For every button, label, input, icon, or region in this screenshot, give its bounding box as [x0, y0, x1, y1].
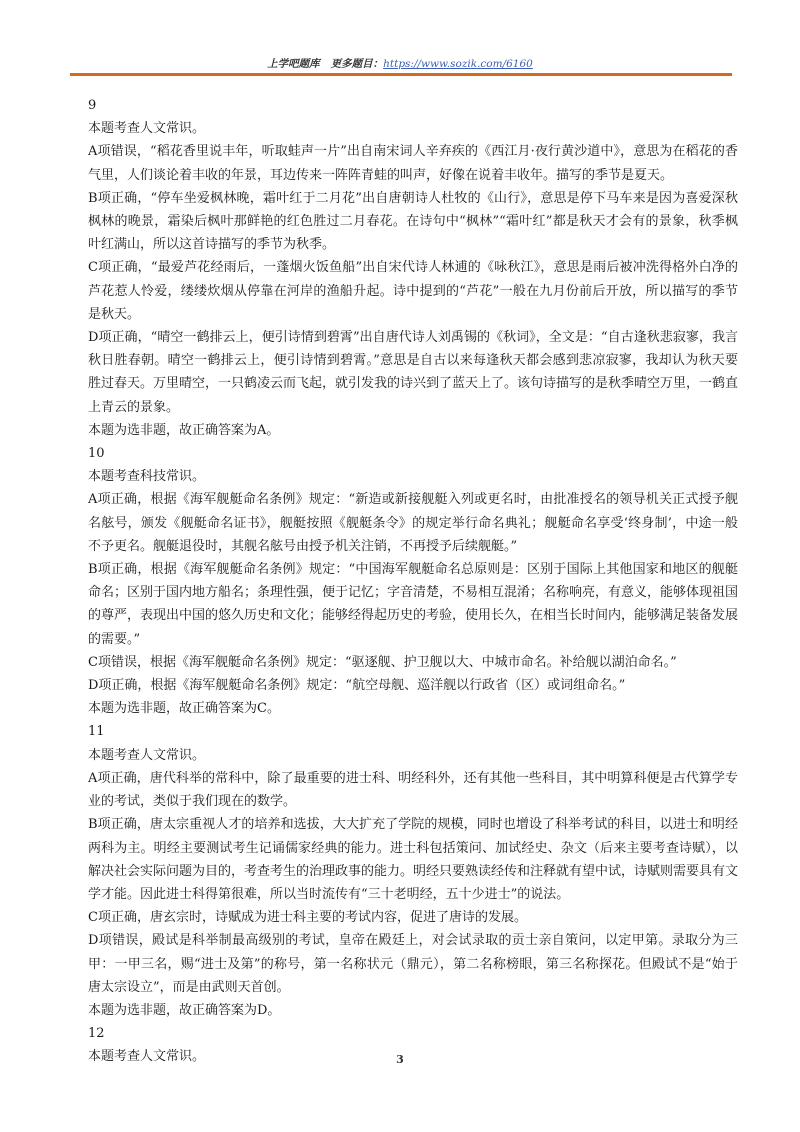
- paragraph: C项正确，唐玄宗时，诗赋成为进士科主要的考试内容，促进了唐诗的发展。: [88, 910, 527, 926]
- header-more-label: 更多题目：: [330, 58, 384, 70]
- paragraph: 本题为选非题，故正确答案为D。: [88, 1002, 281, 1018]
- paragraph: D项错误，殿试是科举制最高级别的考试，皇帝在殿廷上，对会试录取的贡士亲自策问，以定甲第。录取分为三甲：一甲三名，赐“进士及第”的称号，第一名称状元（鼎元），第二名称榜眼，第三名称探花。但殿试不是“始于唐太宗设立”，而是由武则天首创。: [88, 933, 738, 995]
- paragraph: C项错误，根据《海军舰艇命名条例》规定：“驱逐舰、护卫舰以大、中城市命名。补给舰以湖泊命名。”: [88, 654, 677, 670]
- paragraph: 本题为选非题，故正确答案为C。: [88, 701, 280, 717]
- page-number: 3: [396, 1053, 404, 1066]
- paragraph: 本题考查人文常识。: [88, 121, 206, 137]
- paragraph: D项正确，“晴空一鹤排云上，便引诗情到碧霄”出自唐代诗人刘禹锡的《秋词》，全文是：“自古逢秋悲寂寥，我言秋日胜春朝。晴空一鹤排云上，便引诗情到碧霄。”意思是自古以来每逢秋天都会感到悲凉寂寥，我却认为秋天要胜过春天。万里晴空，一只鹤凌云而飞起，就引发我的诗兴到了蓝天上了。该句诗描写的是秋季晴空万里，一鹤直上青云的景象。: [88, 330, 739, 415]
- paragraph: B项正确，根据《海军舰艇命名条例》规定：“中国海军舰艇命名总原则是：区别于国际上其他国家和地区的舰艇命名；区别于国内地方船名；条理性强，便于记忆；字音清楚，不易相互混淆；名称响亮，有意义，能够体现祖国的尊严，表现出中国的悠久历史和文化；能够经得起历史的考验，使用长久，在相当长时间内，能够满足装备发展的需要。”: [88, 562, 739, 647]
- paragraph: B项正确，“停车坐爱枫林晚，霜叶红于二月花”出自唐朝诗人杜牧的《山行》，意思是停下马车来是因为喜爱深秋枫林的晚景，霜染后枫叶那鲜艳的红色胜过二月春花。在诗句中“枫林”“霜叶红”都是秋天才会有的景象，秋季枫叶红满山，所以这首诗描写的季节为秋季。: [88, 190, 738, 253]
- paragraph: D项正确，根据《海军舰艇命名条例》规定：“航空母舰、巡洋舰以行政省（区）或词组命名。”: [88, 678, 626, 694]
- paragraph: 9: [88, 98, 97, 113]
- paragraph: C项正确，“最爱芦花经雨后，一蓬烟火饭鱼船”出自宋代诗人林逋的《咏秋江》，意思是雨后被冲洗得格外白净的芦花惹人怜爱，缕缕炊烟从停靠在河岸的渔船升起。诗中提到的“芦花”一般在九月份前后开放，所以描写的季节是秋天。: [88, 260, 738, 322]
- document-body: [88, 94, 738, 1069]
- paragraph: 10: [88, 446, 105, 462]
- header-url-link[interactable]: https://www.sozik.com/6160: [383, 58, 533, 70]
- paragraph: B项正确，唐太宗重视人才的培养和选拔，大大扩充了学院的规模，同时也增设了科举考试的科目，以进士和明经两科为主。明经主要测试考生记诵儒家经典的能力。进士科包括策问、加试经史、杂文（后来主要考查诗赋），以解决社会实际问题为目的，考查考生的治理政事的能力。明经只要熟读经传和注释就有望中试，诗赋则需要具有文学才能。因此进士科得第很难，所以当时流传有“三十老明经，五十少进士”的说法。: [88, 817, 739, 902]
- paragraph: A项正确，唐代科举的常科中，除了最重要的进士科、明经科外，还有其他一些科目，其中明算科便是古代算学专业的考试，类似于我们现在的数学。: [88, 770, 738, 810]
- page-header: [70, 56, 730, 71]
- paragraph: A项正确，根据《海军舰艇命名条例》规定：“新造或新接舰艇入列或更名时，由批准授名的领导机关正式授予舰名舷号，颁发《舰艇命名证书》，舰艇按照《舰艇条令》的规定举行命名典礼；舰艇命名享受‘终身制’，中途一般不予更名。舰艇退役时，其舰名舷号由授予机关注销，不再授予后续舰艇。”: [88, 492, 738, 554]
- paragraph: 11: [88, 724, 105, 740]
- header-site-name: 上学吧题库: [267, 58, 320, 70]
- header-divider: [70, 73, 732, 76]
- paragraph: 本题为选非题，故正确答案为A。: [88, 422, 280, 438]
- paragraph: A项错误，“稻花香里说丰年，听取蛙声一片”出自南宋词人辛弃疾的《西江月·夜行黄沙道中》，意思为在稻花的香气里，人们谈论着丰收的年景，耳边传来一阵阵青蛙的叫声，好像在说着丰收年。描写的季节是夏天。: [88, 144, 738, 183]
- paragraph: 12: [88, 1026, 105, 1042]
- paragraph: 本题考查人文常识。: [88, 1049, 206, 1065]
- paragraph: 本题考查科技常识。: [88, 469, 206, 485]
- paragraph: 本题考查人文常识。: [88, 747, 206, 763]
